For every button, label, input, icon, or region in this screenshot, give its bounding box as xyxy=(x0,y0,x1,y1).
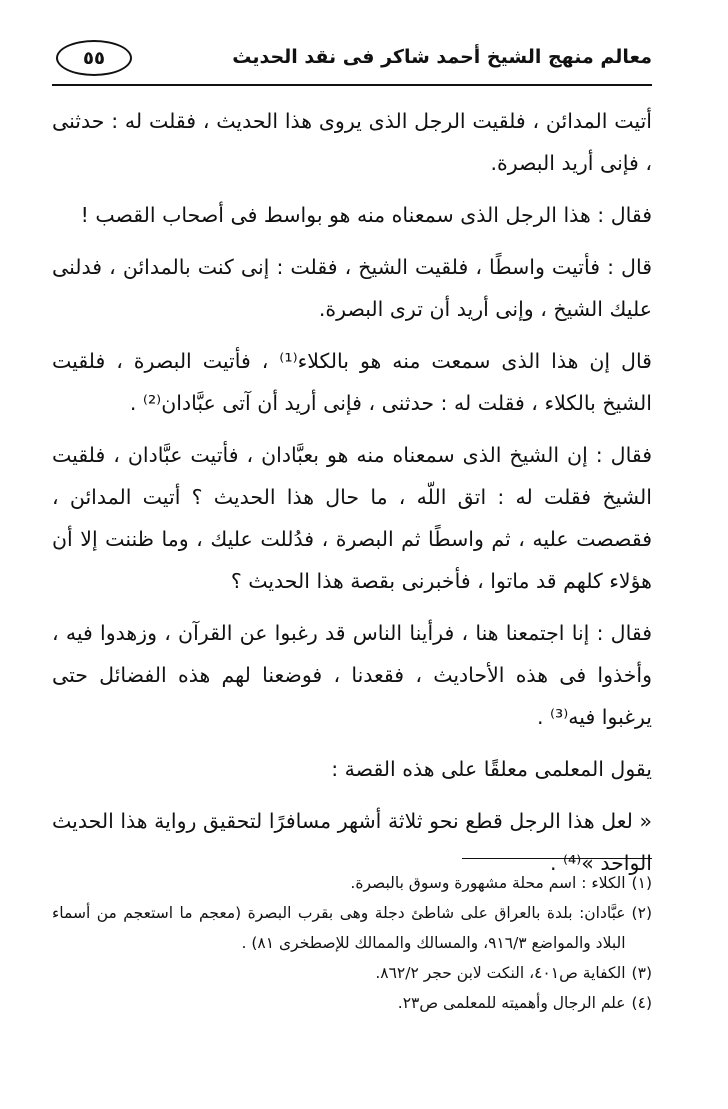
footnote xyxy=(52,958,652,988)
footnote-text: علم الرجال وأهميته للمعلمى ص٢٣. xyxy=(397,994,626,1012)
paragraph: فقال : إنا اجتمعنا هنا ، فرأينا الناس قد رغبوا عن القرآن ، وزهدوا فيه ، وأخذوا فى هذه الأحاديث ، فقعدنا ، فوضعنا لهم هذه الفضائل حتى يرغبوا فيه⁽³⁾ . xyxy=(52,621,652,729)
footnote xyxy=(52,898,652,958)
footnote-number: (٢) xyxy=(631,904,652,922)
footnote-separator xyxy=(462,858,652,859)
page-number-badge xyxy=(56,40,132,76)
paragraph: فقال : إن الشيخ الذى سمعناه منه هو بعبَّادان ، فأتيت عبَّادان ، فلقيت الشيخ فقلت له : اتق اللّه ، ما حال هذا الحديث ؟ أتيت المدائن ، فقصصت عليه ، ثم واسطًا ثم البصرة ، فدُللت عليك ، وما ظننت إلا أن هؤلاء كلهم قد ماتوا ، فأخبرنى بقصة هذا الحديث ؟ xyxy=(52,443,652,593)
paragraph: أتيت المدائن ، فلقيت الرجل الذى يروى هذا الحديث ، فقلت له : حدثنى ، فإنى أريد البصرة. xyxy=(52,109,652,175)
paragraph: يقول المعلمى معلقًا على هذه القصة : xyxy=(331,757,652,781)
footnote xyxy=(52,988,652,1018)
paragraph: قال : فأتيت واسطًا ، فلقيت الشيخ ، فقلت : إنى كنت بالمدائن ، فدلنى عليك الشيخ ، وإنى أريد أن ترى البصرة. xyxy=(52,255,652,321)
paragraph: قال إن هذا الذى سمعت منه هو بالكلاء⁽¹⁾ ، فأتيت البصرة ، فلقيت الشيخ بالكلاء ، فقلت له : حدثنى ، فإنى أريد أن آتى عبَّادان⁽²⁾ . xyxy=(52,349,652,415)
page-number: ٥٥ xyxy=(83,47,105,69)
quote-paragraph: « لعل هذا الرجل قطع نحو ثلاثة أشهر مسافرًا لتحقيق رواية هذا الحديث الواحد »⁽⁴⁾ . xyxy=(52,809,652,875)
running-title: معالم منهج الشيخ أحمد شاكر فى نقد الحديث xyxy=(232,46,652,68)
header-rule xyxy=(52,84,652,86)
main-text xyxy=(52,100,652,894)
page-header xyxy=(52,40,652,98)
footnote-number: (٣) xyxy=(631,964,652,982)
footnote-number: (١) xyxy=(631,874,652,892)
footnote-text: الكفاية ص٤٠١، النكت لابن حجر ٨٦٢/٢. xyxy=(375,964,626,982)
footnote-text: الكلاء : اسم محلة مشهورة وسوق بالبصرة. xyxy=(350,874,626,892)
paragraph: فقال : هذا الرجل الذى سمعناه منه هو بواسط فى أصحاب القصب ! xyxy=(80,203,652,227)
footnote xyxy=(52,868,652,898)
footnotes xyxy=(52,868,652,1018)
footnote-number: (٤) xyxy=(631,994,652,1012)
footnote-text: عبَّادان: بلدة بالعراق على شاطئ دجلة وهى بقرب البصرة (معجم ما استعجم من أسماء البلاد والمواضع ٩١٦/٣، والمسالك والممالك للإصطخرى ٨١) . xyxy=(52,904,626,952)
book-page xyxy=(52,40,652,1080)
